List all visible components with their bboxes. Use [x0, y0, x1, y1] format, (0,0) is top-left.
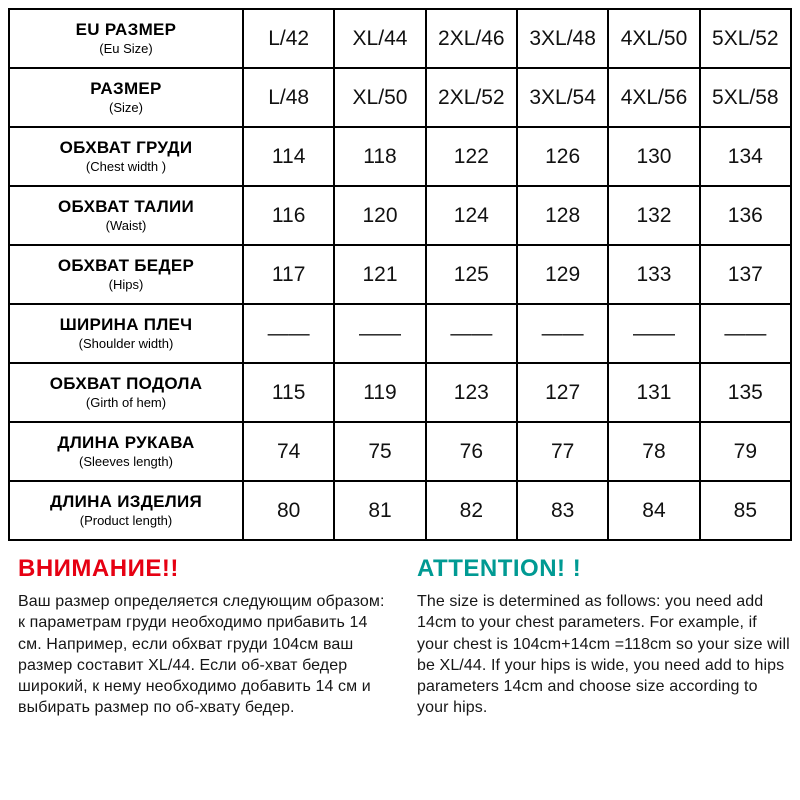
size-chart-table [8, 8, 792, 541]
row-label-english: (Product length) [79, 512, 173, 528]
row-header-cell [9, 68, 243, 127]
size-value-cell: 120 [334, 186, 425, 245]
size-value-cell: L/48 [243, 68, 334, 127]
size-value-cell: 129 [517, 245, 608, 304]
size-value-cell: 4XL/56 [608, 68, 699, 127]
size-value-cell: 4XL/50 [608, 9, 699, 68]
size-value-cell: 116 [243, 186, 334, 245]
table-row [9, 9, 791, 68]
size-value-cell: 119 [334, 363, 425, 422]
table-row [9, 481, 791, 540]
size-value-cell: 2XL/52 [426, 68, 517, 127]
size-value-cell: 85 [700, 481, 791, 540]
row-header-cell [9, 304, 243, 363]
row-label-english: (Girth of hem) [85, 394, 167, 410]
attention-body-ru: Ваш размер определяется следующим образом: к параметрам груди необходимо прибавить 14 см. Например, если обхват груди 104см ваш размер составит XL/44. Если об-хват бедер широкий, к нему необходимо добавить 14 см и выбирать размер по об-хвату бедер. [18, 593, 385, 717]
table-row [9, 127, 791, 186]
row-header-cell [9, 186, 243, 245]
size-value-cell: 117 [243, 245, 334, 304]
notes-section [0, 541, 800, 719]
row-label-english: (Hips) [108, 276, 144, 292]
attention-heading-en: ATTENTION! ! [417, 555, 582, 582]
size-value-cell: 75 [334, 422, 425, 481]
row-label-english: (Waist) [105, 217, 147, 233]
size-value-cell: 82 [426, 481, 517, 540]
size-chart-table-body [9, 9, 791, 540]
size-value-cell: 115 [243, 363, 334, 422]
note-russian [18, 555, 391, 719]
size-value-cell: 5XL/52 [700, 9, 791, 68]
row-label-russian: ОБХВАТ ГРУДИ [59, 138, 193, 158]
table-row [9, 245, 791, 304]
size-value-cell: L/42 [243, 9, 334, 68]
row-label-english: (Chest width ) [85, 158, 167, 174]
size-value-cell: 134 [700, 127, 791, 186]
size-value-cell: 5XL/58 [700, 68, 791, 127]
table-row [9, 422, 791, 481]
size-value-cell: —— [334, 304, 425, 363]
size-value-cell: —— [243, 304, 334, 363]
size-value-cell: 132 [608, 186, 699, 245]
row-label-russian: ОБХВАТ ПОДОЛА [49, 374, 203, 394]
row-header-cell [9, 9, 243, 68]
size-value-cell: 131 [608, 363, 699, 422]
size-value-cell: 76 [426, 422, 517, 481]
size-value-cell: 114 [243, 127, 334, 186]
row-label-russian: РАЗМЕР [90, 79, 162, 99]
note-english [417, 555, 790, 719]
row-label-english: (Sleeves length) [79, 453, 173, 469]
size-value-cell: 126 [517, 127, 608, 186]
row-label-russian: ОБХВАТ ТАЛИИ [57, 197, 195, 217]
row-label-russian: ОБХВАТ БЕДЕР [57, 256, 195, 276]
size-value-cell: —— [517, 304, 608, 363]
row-header-cell [9, 422, 243, 481]
row-label-english: (Shoulder width) [78, 335, 174, 351]
row-header-cell [9, 481, 243, 540]
size-value-cell: 78 [608, 422, 699, 481]
size-value-cell: XL/50 [334, 68, 425, 127]
size-value-cell: 3XL/48 [517, 9, 608, 68]
size-value-cell: 79 [700, 422, 791, 481]
table-row [9, 304, 791, 363]
row-label-english: (Size) [109, 99, 143, 115]
size-value-cell: 2XL/46 [426, 9, 517, 68]
size-value-cell: 135 [700, 363, 791, 422]
size-value-cell: 133 [608, 245, 699, 304]
row-label-russian: ДЛИНА ИЗДЕЛИЯ [49, 492, 203, 512]
size-value-cell: 118 [334, 127, 425, 186]
row-label-russian: EU РАЗМЕР [75, 20, 177, 40]
size-value-cell: 81 [334, 481, 425, 540]
size-value-cell: 83 [517, 481, 608, 540]
row-header-cell [9, 245, 243, 304]
row-label-english: (Eu Size) [99, 40, 153, 56]
size-value-cell: 127 [517, 363, 608, 422]
size-value-cell: 74 [243, 422, 334, 481]
row-label-russian: ДЛИНА РУКАВА [57, 433, 195, 453]
size-value-cell: XL/44 [334, 9, 425, 68]
size-value-cell: 125 [426, 245, 517, 304]
size-value-cell: 77 [517, 422, 608, 481]
size-value-cell: 3XL/54 [517, 68, 608, 127]
table-row [9, 68, 791, 127]
size-value-cell: —— [426, 304, 517, 363]
table-row [9, 363, 791, 422]
size-value-cell: —— [608, 304, 699, 363]
row-label-russian: ШИРИНА ПЛЕЧ [59, 315, 193, 335]
table-row [9, 186, 791, 245]
size-value-cell: 121 [334, 245, 425, 304]
size-value-cell: 124 [426, 186, 517, 245]
size-value-cell: 84 [608, 481, 699, 540]
attention-heading-ru: ВНИМАНИЕ!! [18, 555, 179, 582]
size-value-cell: 130 [608, 127, 699, 186]
size-value-cell: 136 [700, 186, 791, 245]
size-value-cell: 123 [426, 363, 517, 422]
size-value-cell: 122 [426, 127, 517, 186]
size-value-cell: 80 [243, 481, 334, 540]
attention-body-en: The size is determined as follows: you need add 14cm to your chest parameters. For example, if your chest is 104cm+14cm =118cm so your size will be XL/44. If your hips is wide, you need add to hips parameters 14cm and choose size according to your hips. [417, 593, 790, 717]
size-value-cell: 128 [517, 186, 608, 245]
row-header-cell [9, 363, 243, 422]
row-header-cell [9, 127, 243, 186]
size-value-cell: 137 [700, 245, 791, 304]
size-value-cell: —— [700, 304, 791, 363]
